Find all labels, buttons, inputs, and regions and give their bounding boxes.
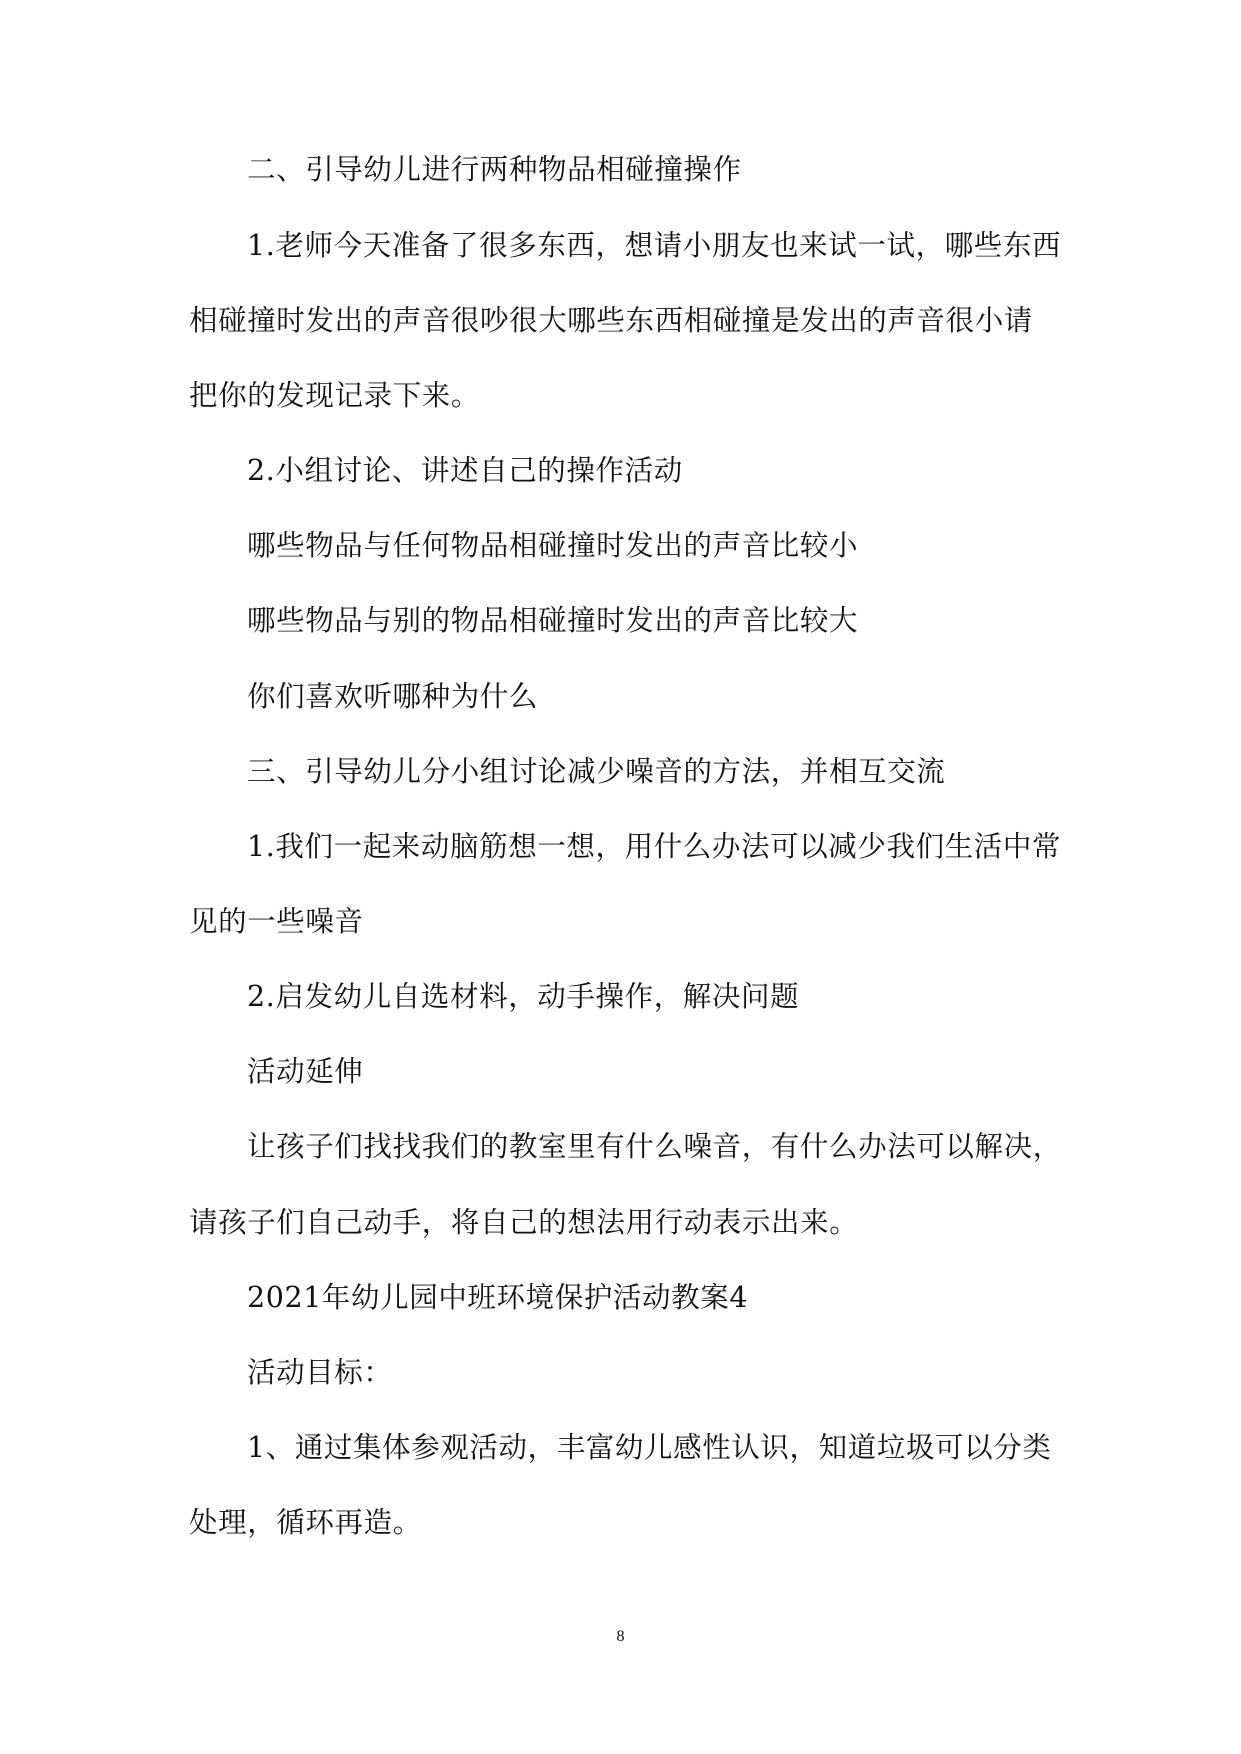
paragraph-line: 把你的发现记录下来。 <box>189 379 481 412</box>
lesson-plan-title: 2021年幼儿园中班环境保护活动教案4 <box>247 1281 749 1314</box>
paragraph-line: 见的一些噪音 <box>189 905 364 938</box>
paragraph-line: 相碰撞时发出的声音很吵很大哪些东西相碰撞是发出的声音很小请 <box>189 304 1033 337</box>
paragraph-line: 哪些物品与别的物品相碰撞时发出的声音比较大 <box>247 604 859 637</box>
subheading-activity-extension: 活动延伸 <box>247 1055 364 1088</box>
paragraph-line: 1.我们一起来动脑筋想一想，用什么办法可以减少我们生活中常 <box>247 830 1062 863</box>
paragraph-line: 处理，循环再造。 <box>189 1506 422 1539</box>
paragraph-line: 2.启发幼儿自选材料，动手操作，解决问题 <box>247 980 800 1013</box>
subheading-activity-goals: 活动目标： <box>247 1356 393 1389</box>
paragraph-line: 哪些物品与任何物品相碰撞时发出的声音比较小 <box>247 529 859 562</box>
page-number: 8 <box>616 1628 625 1645</box>
paragraph-line: 让孩子们找找我们的教室里有什么噪音，有什么办法可以解决， <box>247 1130 1062 1163</box>
section-heading-two: 二、引导幼儿进行两种物品相碰撞操作 <box>247 153 742 186</box>
paragraph-line: 1、通过集体参观活动，丰富幼儿感性认识，知道垃圾可以分类 <box>247 1431 1052 1464</box>
paragraph-line: 1.老师今天准备了很多东西，想请小朋友也来试一试，哪些东西 <box>247 229 1062 262</box>
paragraph-line: 2.小组讨论、讲述自己的操作活动 <box>247 454 683 487</box>
paragraph-line: 你们喜欢听哪种为什么 <box>247 680 539 713</box>
section-heading-three: 三、引导幼儿分小组讨论减少噪音的方法，并相互交流 <box>247 755 946 788</box>
paragraph-line: 请孩子们自己动手，将自己的想法用行动表示出来。 <box>189 1206 859 1239</box>
